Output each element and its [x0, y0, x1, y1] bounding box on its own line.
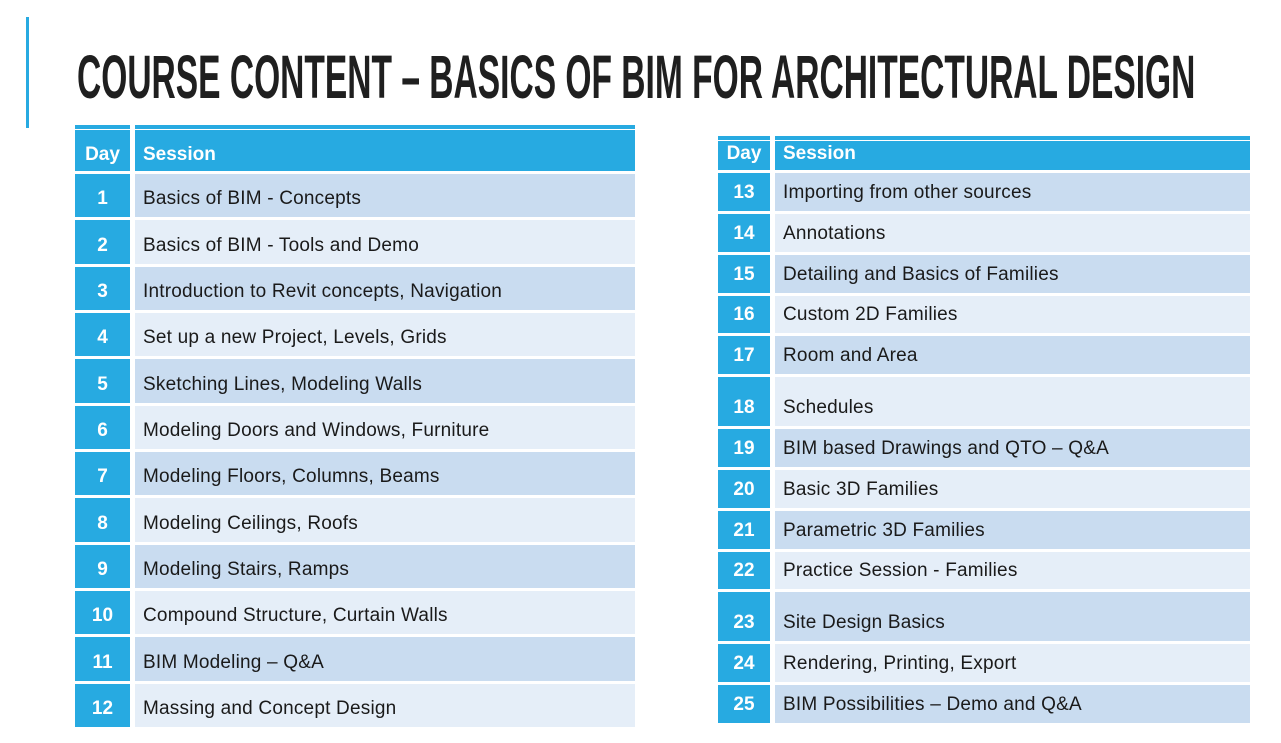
session-cell: Modeling Doors and Windows, Furniture [135, 406, 635, 449]
table-row [718, 333, 1250, 374]
table-body [718, 170, 1250, 723]
session-column-header: Session [775, 136, 1250, 170]
table-header [718, 136, 1250, 170]
day-cell: 14 [718, 214, 770, 252]
session-cell: Site Design Basics [775, 592, 1250, 641]
table-row [75, 588, 635, 634]
table-row [75, 542, 635, 588]
day-column-header: Day [75, 125, 130, 171]
table-row [75, 634, 635, 680]
session-cell: Practice Session - Families [775, 552, 1250, 590]
day-column-header: Day [718, 136, 770, 170]
day-cell: 24 [718, 644, 770, 682]
table-row [718, 426, 1250, 467]
day-cell: 16 [718, 296, 770, 334]
session-cell: Room and Area [775, 336, 1250, 374]
session-cell: Basics of BIM - Concepts [135, 174, 635, 217]
table-row [718, 293, 1250, 334]
day-cell: 5 [75, 359, 130, 402]
table-row [75, 356, 635, 402]
table-row [718, 467, 1250, 508]
session-cell: Basics of BIM - Tools and Demo [135, 220, 635, 263]
table-row [75, 217, 635, 263]
day-cell: 9 [75, 545, 130, 588]
course-table-days-13-25 [718, 136, 1250, 723]
day-cell: 10 [75, 591, 130, 634]
day-cell: 23 [718, 592, 770, 641]
day-cell: 2 [75, 220, 130, 263]
session-cell: Rendering, Printing, Export [775, 644, 1250, 682]
day-cell: 15 [718, 255, 770, 293]
course-table-days-1-12 [75, 125, 635, 727]
session-cell: Detailing and Basics of Families [775, 255, 1250, 293]
table-body [75, 171, 635, 727]
session-cell: BIM based Drawings and QTO – Q&A [775, 429, 1250, 467]
session-cell: Massing and Concept Design [135, 684, 635, 727]
table-row [718, 211, 1250, 252]
session-column-header: Session [135, 125, 635, 171]
session-cell: Set up a new Project, Levels, Grids [135, 313, 635, 356]
session-cell: Modeling Stairs, Ramps [135, 545, 635, 588]
session-cell: Basic 3D Families [775, 470, 1250, 508]
table-row [718, 549, 1250, 590]
day-cell: 18 [718, 377, 770, 426]
day-cell: 3 [75, 267, 130, 310]
session-cell: Schedules [775, 377, 1250, 426]
table-row [75, 403, 635, 449]
table-row [718, 170, 1250, 211]
day-cell: 13 [718, 173, 770, 211]
table-row [718, 589, 1250, 641]
day-cell: 6 [75, 406, 130, 449]
session-cell: Compound Structure, Curtain Walls [135, 591, 635, 634]
table-row [75, 171, 635, 217]
table-row [718, 682, 1250, 723]
day-cell: 12 [75, 684, 130, 727]
day-cell: 1 [75, 174, 130, 217]
session-cell: Introduction to Revit concepts, Navigation [135, 267, 635, 310]
day-cell: 20 [718, 470, 770, 508]
day-cell: 19 [718, 429, 770, 467]
table-row [718, 641, 1250, 682]
session-cell: Modeling Ceilings, Roofs [135, 498, 635, 541]
title-accent-bar [26, 17, 29, 128]
table-row [718, 252, 1250, 293]
table-row [75, 264, 635, 310]
session-cell: Sketching Lines, Modeling Walls [135, 359, 635, 402]
day-cell: 7 [75, 452, 130, 495]
table-row [75, 495, 635, 541]
table-row [718, 508, 1250, 549]
day-cell: 22 [718, 552, 770, 590]
page-title: COURSE CONTENT – BASICS OF BIM FOR ARCHITECTURAL DESIGN [77, 43, 1196, 111]
session-cell: Parametric 3D Families [775, 511, 1250, 549]
session-cell: BIM Possibilities – Demo and Q&A [775, 685, 1250, 723]
session-cell: Annotations [775, 214, 1250, 252]
table-row [75, 681, 635, 727]
day-cell: 8 [75, 498, 130, 541]
session-cell: Custom 2D Families [775, 296, 1250, 334]
day-cell: 21 [718, 511, 770, 549]
table-row [75, 449, 635, 495]
day-cell: 11 [75, 637, 130, 680]
session-cell: Modeling Floors, Columns, Beams [135, 452, 635, 495]
table-row [718, 374, 1250, 426]
session-cell: BIM Modeling – Q&A [135, 637, 635, 680]
day-cell: 17 [718, 336, 770, 374]
session-cell: Importing from other sources [775, 173, 1250, 211]
day-cell: 25 [718, 685, 770, 723]
table-header [75, 125, 635, 171]
day-cell: 4 [75, 313, 130, 356]
table-row [75, 310, 635, 356]
